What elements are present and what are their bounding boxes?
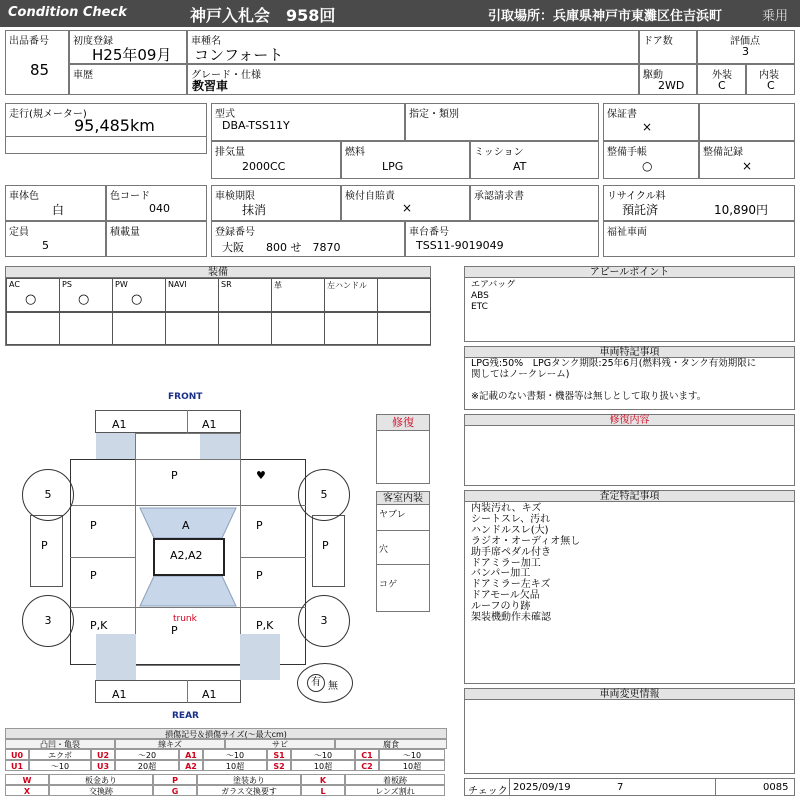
- body-color-box: 車体色 白: [5, 185, 106, 221]
- exterior-box: 外装 C: [697, 64, 746, 95]
- changes-panel: [464, 688, 795, 774]
- load-box: 積載量: [106, 221, 207, 257]
- header-bar: [0, 0, 800, 27]
- equipment-cell-empty: [6, 312, 60, 345]
- appeal-panel: [464, 266, 795, 342]
- reg-no-box: 登録番号 大阪 800 せ 7870: [211, 221, 405, 257]
- legend-desc: ガラス交換要す: [197, 785, 301, 796]
- legend-code: K: [301, 774, 345, 785]
- spare-none: 無: [328, 681, 338, 692]
- warranty-extra-box: [699, 103, 795, 141]
- equipment-cell: [6, 278, 60, 312]
- sheet-title: Condition Check: [8, 5, 127, 20]
- rating: 3: [742, 45, 749, 58]
- color-code-box: 色コード 040: [106, 185, 207, 221]
- cabin-title: 客室内装: [377, 492, 429, 505]
- check-code: 0085: [763, 782, 789, 793]
- legend-desc: 〜20: [115, 749, 179, 760]
- auction-name: 神戸入札会 958回: [190, 6, 336, 25]
- exterior-grade: C: [718, 79, 726, 92]
- damage-diagram: [0, 385, 375, 720]
- legend-group: 腐食: [335, 739, 447, 749]
- legend-group: 線キズ: [115, 739, 225, 749]
- inspection-box: 車検期限 抹消: [211, 185, 341, 221]
- equipment-value: ○: [131, 292, 143, 307]
- assessment-text: 内装汚れ、キズ シートスレ、汚れ ハンドルスレ(大) ラジオ・オーディオ無し 助手席ペダル付き ドアミラー加工 バンパー加工 ドアミラー左キズ ドアモール欠品 ルーフのり跡 架装機動作未確認: [471, 503, 581, 624]
- hood-right-mark: ♥: [256, 469, 266, 482]
- right-rear-fender: P,K: [256, 619, 274, 632]
- left-rear-door: P: [90, 569, 97, 582]
- equipment-label: AC: [9, 280, 20, 289]
- mileage: 95,485km: [74, 116, 155, 135]
- legend-desc: レンズ割れ: [345, 785, 445, 796]
- check-label: チェック: [468, 786, 508, 797]
- appeal-items: エアバッグ ABS ETC: [471, 280, 516, 312]
- equipment-cell: [165, 278, 219, 312]
- front-label: FRONT: [168, 392, 203, 402]
- equipment-cell: [59, 278, 113, 312]
- windshield: A: [182, 519, 190, 532]
- equipment-cell: [324, 278, 378, 312]
- equipment-panel: [5, 266, 431, 346]
- equipment-label: PS: [62, 280, 72, 289]
- trunk-label: trunk: [173, 614, 197, 624]
- equipment-label: PW: [115, 280, 128, 289]
- legend-code: L: [301, 785, 345, 796]
- equipment-value: ○: [25, 292, 37, 307]
- rear-bumper-left: A1: [112, 688, 127, 701]
- lot-no-box: 出品番号 85: [5, 30, 69, 95]
- rating-box: 評価点 3: [697, 30, 795, 64]
- legend-desc: 着板跡: [345, 774, 445, 785]
- legend-group: サビ: [225, 739, 335, 749]
- chassis-no-box: 車台番号 TSS11-9019049: [405, 221, 599, 257]
- legend-desc: 〜10: [291, 749, 355, 760]
- equipment-title: 装備: [6, 267, 430, 278]
- equipment-cell-empty: [218, 312, 272, 345]
- warranty-box: 保証書 ×: [603, 103, 699, 141]
- equipment-cell: [377, 278, 431, 312]
- repair-label: 修復: [377, 415, 429, 431]
- spare-have: 有: [307, 674, 325, 692]
- legend-code: G: [153, 785, 197, 796]
- capacity: 5: [42, 239, 49, 252]
- legend-desc: 〜10: [203, 749, 267, 760]
- fuel-box: 燃料 LPG: [341, 141, 470, 179]
- transmission: AT: [513, 160, 527, 173]
- right-front-fender: P: [256, 519, 263, 532]
- maintenance-record-box: 整備記録 ×: [699, 141, 795, 179]
- special-notes-panel: [464, 346, 795, 410]
- mileage-box: 走行(規メーター) 95,485km: [5, 103, 207, 154]
- legend-code: C1: [355, 749, 379, 760]
- cabin-item-burn: コゲ: [379, 580, 398, 590]
- maintenance-record: ×: [742, 159, 753, 173]
- damage-legend: [5, 728, 447, 796]
- legend-code: A1: [179, 749, 203, 760]
- body-color: 白: [52, 203, 65, 217]
- legend-desc: エクボ: [29, 749, 91, 760]
- fuel: LPG: [382, 160, 404, 173]
- interior-grade: C: [767, 79, 775, 92]
- displacement: 2000CC: [242, 160, 286, 173]
- rear-label: REAR: [172, 711, 199, 721]
- check-date: 2025/09/19: [513, 782, 571, 793]
- doors-box: ドア数: [639, 30, 697, 64]
- assessment-panel: [464, 490, 795, 684]
- cabin-item-hole: 穴: [379, 545, 389, 555]
- legend-desc: 塗装あり: [197, 774, 301, 785]
- interior-box: 内装 C: [746, 64, 795, 95]
- repair-panel: [464, 414, 795, 486]
- equipment-label: 革: [274, 281, 282, 290]
- first-reg: H25年09月: [92, 46, 172, 64]
- legend-code: U3: [91, 760, 115, 771]
- check-num: 7: [617, 782, 624, 793]
- equipment-cell-empty: [59, 312, 113, 345]
- equipment-cell: [218, 278, 272, 312]
- front-bumper-right: A1: [202, 418, 217, 431]
- equipment-cell-empty: [271, 312, 325, 345]
- body-type: 乗用: [762, 9, 789, 24]
- legend-code: U1: [5, 760, 29, 771]
- equipment-label: SR: [221, 280, 232, 289]
- car-name-box: 車種名 コンフォート: [187, 30, 639, 64]
- reg-no: 大阪 800 せ 7870: [222, 241, 341, 254]
- check-row: [464, 778, 795, 796]
- displacement-box: 排気量 2000CC: [211, 141, 341, 179]
- equipment-label: 左ハンドル: [327, 281, 367, 290]
- right-rear-door: P: [256, 569, 263, 582]
- assessment-title: 査定特記事項: [465, 491, 794, 502]
- legend-desc: 10超: [203, 760, 267, 771]
- color-code: 040: [149, 202, 170, 215]
- insurance: ×: [402, 201, 413, 215]
- maintenance-book: ○: [642, 159, 653, 173]
- repair-title: 修復内容: [465, 415, 794, 426]
- legend-desc: 〜10: [379, 749, 445, 760]
- right-mirror: P: [322, 539, 329, 552]
- designation-box: 指定・類別: [405, 103, 599, 141]
- equipment-label: NAVI: [168, 280, 187, 289]
- car-name: コンフォート: [194, 46, 284, 64]
- tire-front-right: 5: [298, 469, 350, 521]
- drive: 2WD: [658, 79, 685, 92]
- legend-desc: 板金あり: [49, 774, 153, 785]
- model-type: DBA-TSS11Y: [222, 119, 290, 132]
- grade: 教習車: [192, 79, 229, 93]
- legend-code: C2: [355, 760, 379, 771]
- hood: P: [171, 469, 178, 482]
- legend-group: 凸凹・亀裂: [5, 739, 115, 749]
- cabin-item-tear: ヤブレ: [379, 510, 406, 520]
- chassis-no: TSS11-9019049: [416, 239, 504, 252]
- tire-front-left: 5: [22, 469, 74, 521]
- left-mirror: P: [41, 539, 48, 552]
- insurance-box: 検付自賠責 ×: [341, 185, 470, 221]
- recycle-box: リサイクル料 預託済 10,890円: [603, 185, 795, 221]
- recycle-fee: 10,890円: [714, 203, 768, 217]
- left-front-fender: P: [90, 519, 97, 532]
- transmission-box: ミッション AT: [470, 141, 599, 179]
- legend-code: S1: [267, 749, 291, 760]
- capacity-box: 定員 5: [5, 221, 106, 257]
- legend-desc: 20超: [115, 760, 179, 771]
- lot-no: 85: [30, 61, 50, 79]
- equipment-cell: [271, 278, 325, 312]
- tire-rear-left: 3: [22, 595, 74, 647]
- legend-code: U2: [91, 749, 115, 760]
- grade-box: グレード・仕様 教習車: [187, 64, 639, 95]
- equipment-cell-empty: [112, 312, 166, 345]
- equipment-cell-empty: [377, 312, 431, 345]
- maintenance-book-box: 整備手帳 ○: [603, 141, 699, 179]
- rear-bumper-right: A1: [202, 688, 217, 701]
- legend-code: A2: [179, 760, 203, 771]
- warranty: ×: [642, 120, 653, 134]
- legend-desc: 交換跡: [49, 785, 153, 796]
- appeal-title: アピールポイント: [465, 267, 794, 278]
- equipment-value: ○: [78, 292, 90, 307]
- special-title: 車両特記事項: [465, 347, 794, 358]
- special-text: LPG残:50% LPGタンク期限:25年6月(燃料残・タンク有効期限に 関してはノークレーム) ※記載のない書類・機器等は無しとして取り扱います。: [471, 358, 757, 402]
- spare-tire: [297, 663, 353, 703]
- legend-code: W: [5, 774, 49, 785]
- inspection: 抹消: [242, 203, 267, 217]
- cabin-box: [376, 491, 430, 612]
- first-reg-box: 初度登録 H25年09月: [69, 30, 187, 64]
- front-bumper-left: A1: [112, 418, 127, 431]
- drive-box: 駆動 2WD: [639, 64, 697, 95]
- history-box: 車歴: [69, 64, 187, 95]
- legend-code: P: [153, 774, 197, 785]
- welfare-box: 福祉車両: [603, 221, 795, 257]
- equipment-cell-empty: [324, 312, 378, 345]
- recycle-status: 預託済: [622, 203, 659, 217]
- legend-desc: 〜10: [29, 760, 91, 771]
- roof: A2,A2: [170, 549, 203, 562]
- trunk-lid: P: [171, 624, 178, 637]
- repair-box: [376, 414, 430, 484]
- legend-title: 損傷記号＆損傷サイズ(〜最大cm): [5, 728, 447, 739]
- legend-code: U0: [5, 749, 29, 760]
- tire-rear-right: 3: [298, 595, 350, 647]
- legend-desc: 10超: [379, 760, 445, 771]
- approval-box: 承認請求書: [470, 185, 599, 221]
- model-type-box: 型式 DBA-TSS11Y: [211, 103, 405, 141]
- equipment-cell: [112, 278, 166, 312]
- left-rear-fender: P,K: [90, 619, 108, 632]
- legend-code: S2: [267, 760, 291, 771]
- legend-code: X: [5, 785, 49, 796]
- equipment-cell-empty: [165, 312, 219, 345]
- legend-desc: 10超: [291, 760, 355, 771]
- pickup-location: 引取場所：兵庫県神戸市東灘区住吉浜町: [488, 9, 723, 24]
- changes-title: 車両変更情報: [465, 689, 794, 700]
